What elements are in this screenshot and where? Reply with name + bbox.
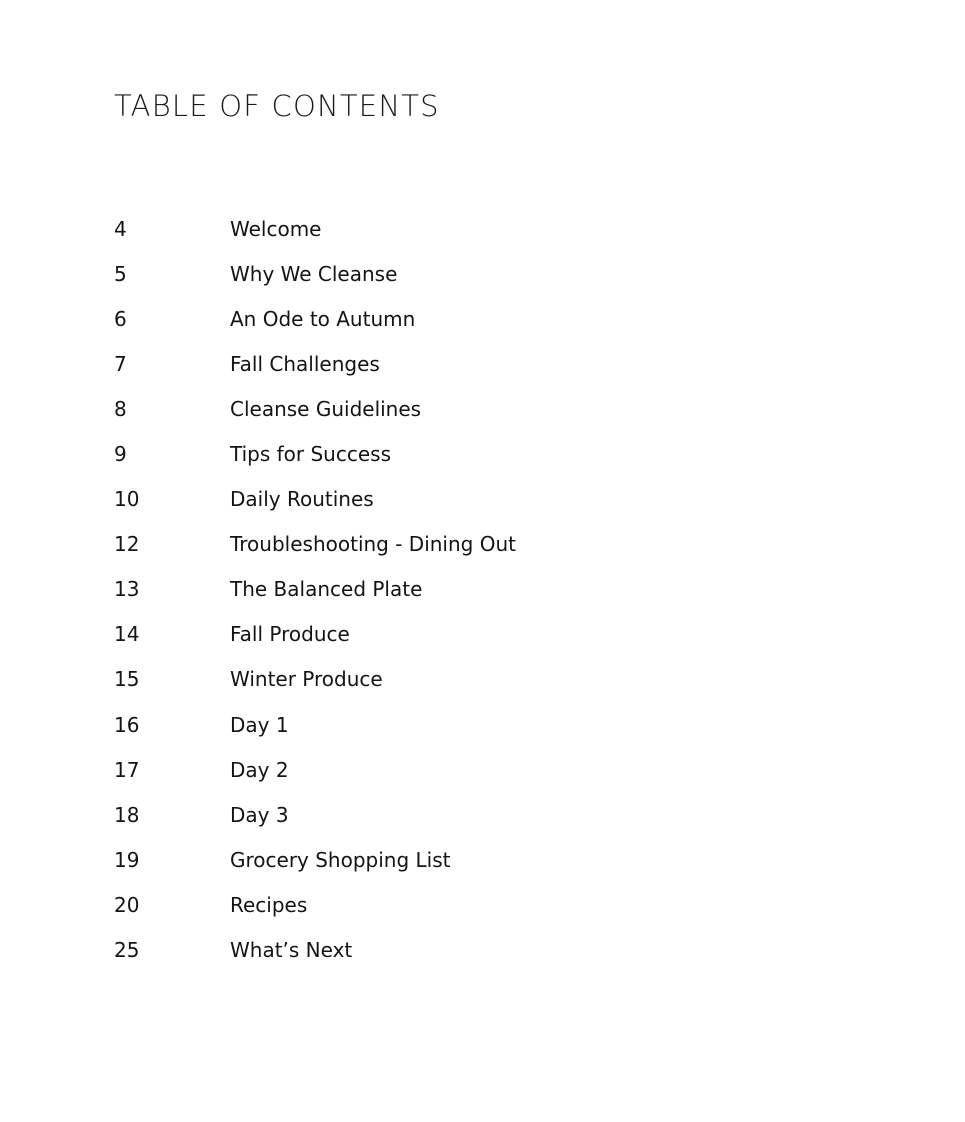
toc-page-number: 20 xyxy=(114,892,140,917)
toc-entry xyxy=(114,431,516,476)
toc-page-number: 19 xyxy=(114,847,140,872)
toc-entry xyxy=(114,702,516,747)
toc-list xyxy=(114,206,516,973)
toc-page-number: 10 xyxy=(114,487,140,512)
toc-page-number: 15 xyxy=(114,667,140,692)
toc-page-number: 7 xyxy=(114,351,127,376)
toc-entry xyxy=(114,296,516,341)
toc-entry-label: Fall Challenges xyxy=(230,351,380,376)
toc-entry-label: Winter Produce xyxy=(230,667,383,692)
toc-entry-label: Troubleshooting - Dining Out xyxy=(230,532,516,557)
toc-entry-label: Recipes xyxy=(230,892,308,917)
toc-entry xyxy=(114,882,516,927)
toc-entry-label: The Balanced Plate xyxy=(230,577,423,602)
toc-entry xyxy=(114,747,516,792)
toc-page-number: 13 xyxy=(114,577,140,602)
toc-entry xyxy=(114,251,516,296)
toc-entry xyxy=(114,206,516,251)
toc-entry-label: An Ode to Autumn xyxy=(230,306,416,331)
toc-entry-label: Fall Produce xyxy=(230,622,350,647)
toc-page-number: 9 xyxy=(114,442,127,467)
toc-entry xyxy=(114,522,516,567)
toc-entry xyxy=(114,612,516,657)
toc-entry-label: Daily Routines xyxy=(230,487,374,512)
toc-page-number: 16 xyxy=(114,712,140,737)
toc-entry xyxy=(114,477,516,522)
toc-entry-label: What’s Next xyxy=(230,938,353,963)
toc-entry xyxy=(114,386,516,431)
toc-page-number: 25 xyxy=(114,938,140,963)
toc-entry-label: Why We Cleanse xyxy=(230,261,398,286)
toc-page-number: 8 xyxy=(114,396,127,421)
toc-entry-label: Day 1 xyxy=(230,712,289,737)
toc-entry xyxy=(114,567,516,612)
toc-entry-label: Day 2 xyxy=(230,757,289,782)
toc-entry xyxy=(114,928,516,973)
toc-page-number: 4 xyxy=(114,216,127,241)
toc-entry xyxy=(114,657,516,702)
toc-page-number: 6 xyxy=(114,306,127,331)
toc-entry-label: Day 3 xyxy=(230,802,289,827)
toc-entry-label: Cleanse Guidelines xyxy=(230,396,422,421)
toc-entry-label: Grocery Shopping List xyxy=(230,847,451,872)
toc-entry-label: Tips for Success xyxy=(230,442,391,467)
toc-page-number: 14 xyxy=(114,622,140,647)
toc-page-number: 18 xyxy=(114,802,140,827)
page-title: TABLE OF CONTENTS xyxy=(114,89,440,123)
toc-page-number: 17 xyxy=(114,757,140,782)
toc-entry xyxy=(114,792,516,837)
toc-entry xyxy=(114,837,516,882)
toc-entry-label: Welcome xyxy=(230,216,322,241)
toc-entry xyxy=(114,341,516,386)
toc-page-number: 5 xyxy=(114,261,127,286)
toc-page-number: 12 xyxy=(114,532,140,557)
